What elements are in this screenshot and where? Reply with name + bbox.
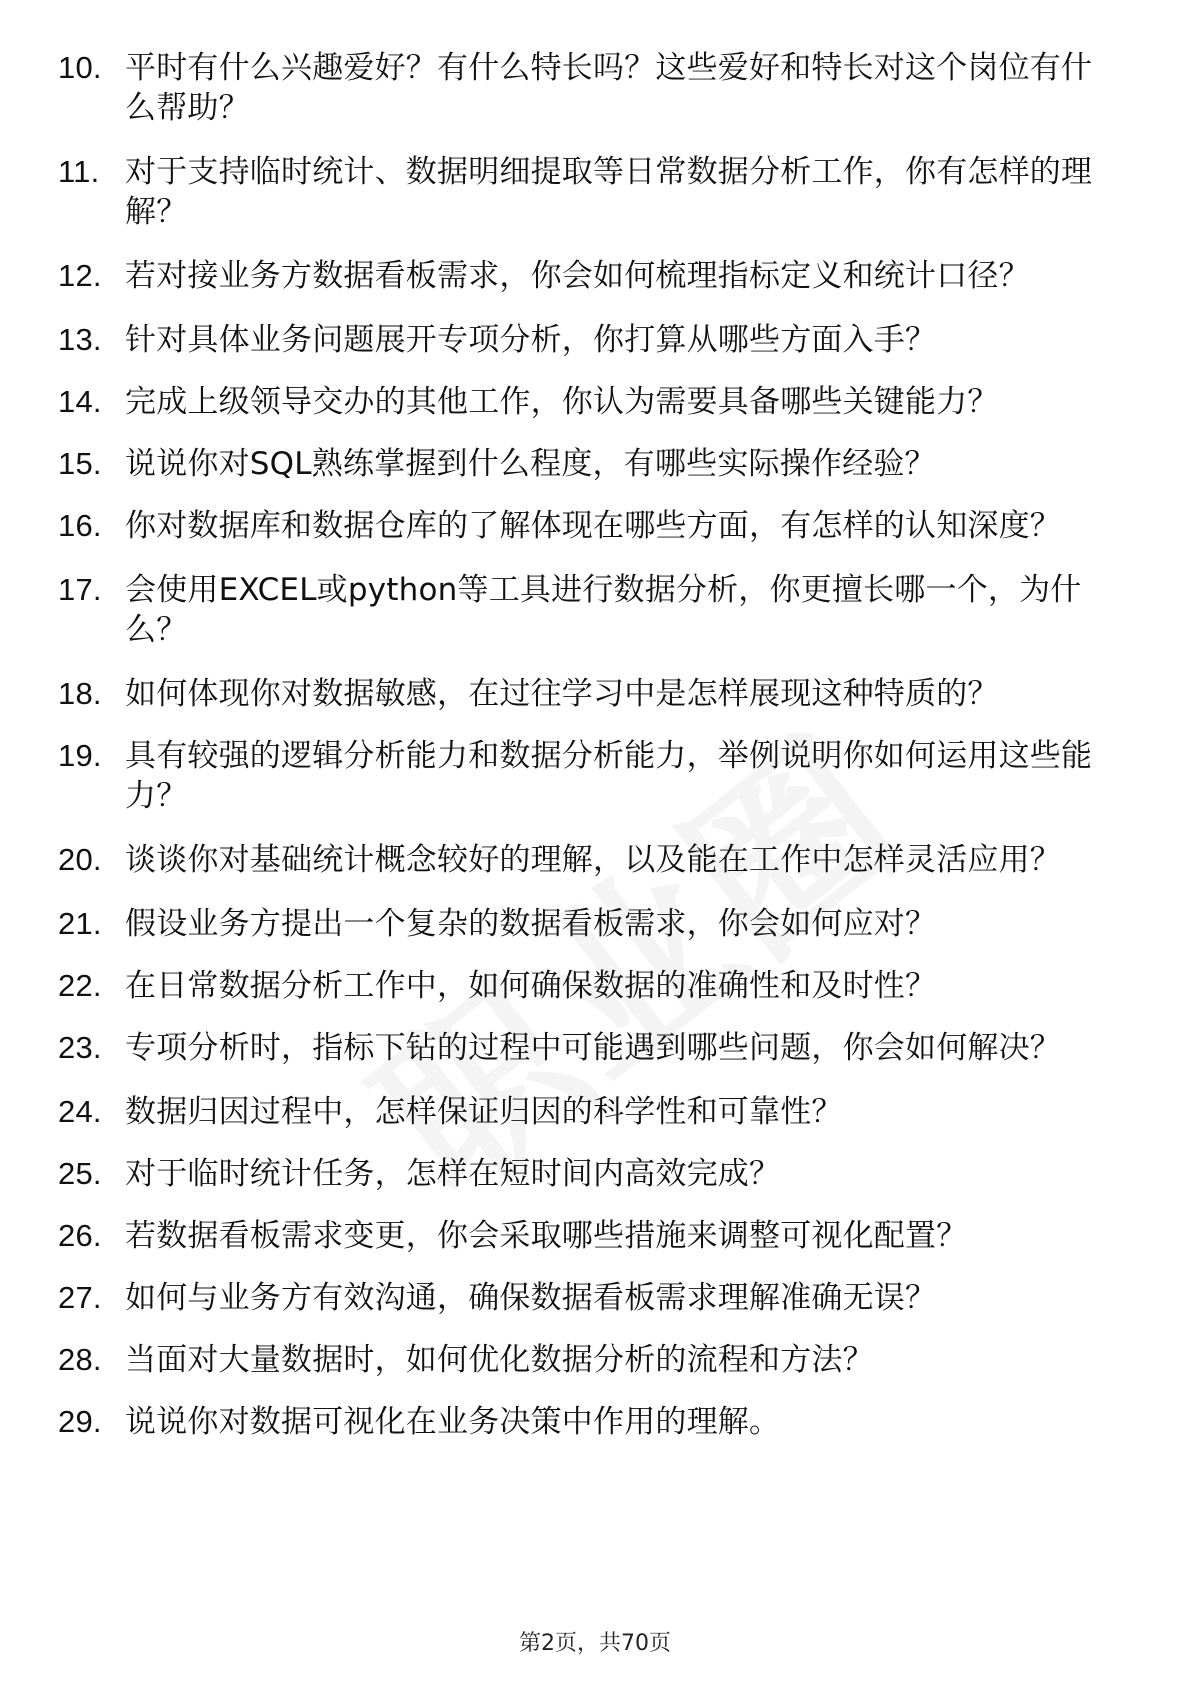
question-text: 平时有什么兴趣爱好？有什么特长吗？这些爱好和特长对这个岗位有什么帮助？ [125,50,1093,126]
question-number: 29. [58,1404,102,1439]
question-item [58,152,1118,232]
question-number: 18. [58,676,102,711]
question-text: 若数据看板需求变更，你会采取哪些措施来调整可视化配置？ [125,1218,968,1254]
question-item [58,256,1118,296]
page-footer: 第2页，共70页 [519,1631,671,1656]
question-text: 当面对大量数据时，如何优化数据分析的流程和方法？ [125,1342,874,1378]
question-item [58,48,1118,128]
question-item [58,1402,1118,1442]
question-number: 27. [58,1280,102,1315]
question-text: 数据归因过程中，怎样保证归因的科学性和可靠性？ [125,1094,843,1130]
question-item [58,1216,1118,1256]
question-number: 19. [58,738,102,773]
question-item [58,966,1118,1006]
question-text: 如何体现你对数据敏感，在过往学习中是怎样展现这种特质的？ [125,676,999,712]
question-text: 针对具体业务问题展开专项分析，你打算从哪些方面入手？ [125,322,937,358]
question-number: 22. [58,968,102,1003]
question-item [58,1278,1118,1318]
question-text: 若对接业务方数据看板需求，你会如何梳理指标定义和统计口径？ [125,258,1030,294]
question-text: 对于临时统计任务，怎样在短时间内高效完成？ [125,1156,781,1192]
question-item [58,320,1118,360]
question-item [58,674,1118,714]
question-text: 对于支持临时统计、数据明细提取等日常数据分析工作，你有怎样的理解？ [125,154,1093,230]
question-item [58,1028,1118,1068]
question-number: 17. [58,572,102,607]
question-number: 26. [58,1218,102,1253]
question-item [58,1154,1118,1194]
question-number: 13. [58,322,102,357]
question-number: 10. [58,50,102,85]
question-text: 说说你对SQL熟练掌握到什么程度，有哪些实际操作经验？ [125,446,936,482]
question-number: 20. [58,842,102,877]
question-number: 11. [58,154,100,189]
question-text: 你对数据库和数据仓库的了解体现在哪些方面，有怎样的认知深度？ [125,508,1061,544]
question-number: 24. [58,1094,102,1129]
question-item [58,736,1118,816]
question-item [58,444,1118,484]
question-text: 说说你对数据可视化在业务决策中作用的理解。 [125,1404,781,1440]
question-item [58,570,1118,650]
question-item [58,840,1118,880]
question-item [58,506,1118,546]
question-number: 21. [58,906,102,941]
question-text: 会使用EXCEL或python等工具进行数据分析，你更擅长哪一个，为什么？ [125,572,1082,648]
question-number: 28. [58,1342,102,1377]
question-text: 完成上级领导交办的其他工作，你认为需要具备哪些关键能力？ [125,384,999,420]
question-number: 16. [58,508,102,543]
question-item [58,904,1118,944]
question-text: 具有较强的逻辑分析能力和数据分析能力，举例说明你如何运用这些能力？ [125,738,1093,814]
question-text: 在日常数据分析工作中，如何确保数据的准确性和及时性？ [125,968,937,1004]
question-text: 谈谈你对基础统计概念较好的理解，以及能在工作中怎样灵活应用？ [125,842,1061,878]
question-number: 25. [58,1156,102,1191]
question-item [58,382,1118,422]
question-number: 12. [58,258,102,293]
question-item [58,1340,1118,1380]
question-text: 专项分析时，指标下钻的过程中可能遇到哪些问题，你会如何解决？ [125,1030,1061,1066]
question-number: 23. [58,1030,102,1065]
question-list [58,48,1118,1464]
question-item [58,1092,1118,1132]
question-number: 14. [58,384,102,419]
question-text: 假设业务方提出一个复杂的数据看板需求，你会如何应对？ [125,906,937,942]
question-text: 如何与业务方有效沟通，确保数据看板需求理解准确无误？ [125,1280,937,1316]
question-number: 15. [58,446,102,481]
